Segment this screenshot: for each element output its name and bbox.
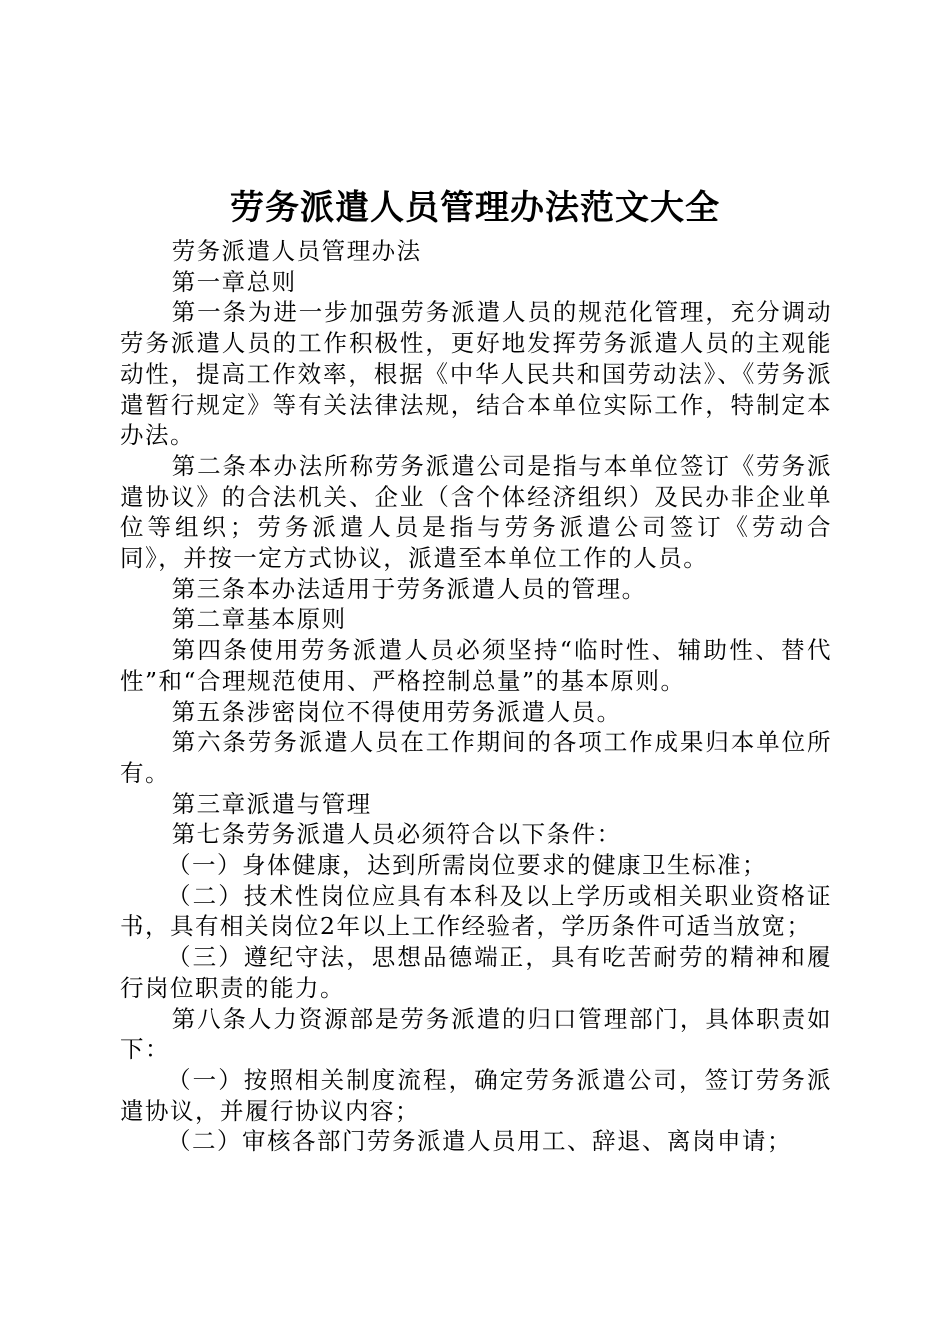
chapter-heading: 第一章总则 <box>171 267 297 296</box>
list-item: （一）身体健康，达到所需岗位要求的健康卫生标准； <box>167 851 767 880</box>
list-item: （二）审核各部门劳务派遣人员用工、辞退、离岗申请； <box>167 1127 792 1156</box>
article-paragraph: 第五条涉密岗位不得使用劳务派遣人员。 <box>171 697 622 726</box>
article-paragraph: 第二条本办法所称劳务派遣公司是指与本单位签订《劳务派遣协议》的合法机关、企业（含个体经济组织）及民办非企业单位等组织；劳务派遣人员是指与劳务派遣公司签订《劳动合同》，并按一定方式协议，派遣至本单位工作的人员。 <box>120 451 832 573</box>
document-body <box>120 236 832 1157</box>
chapter-heading: 第三章派遣与管理 <box>171 789 372 818</box>
article-paragraph: 第八条人力资源部是劳务派遣的归口管理部门，具体职责如下： <box>120 1004 832 1064</box>
document-title: 劳务派遣人员管理办法范文大全 <box>230 188 720 228</box>
list-item: （一）按照相关制度流程，确定劳务派遣公司，签订劳务派遣协议，并履行协议内容； <box>120 1065 832 1125</box>
article-paragraph: 第三条本办法适用于劳务派遣人员的管理。 <box>171 574 647 603</box>
list-item: （三）遵纪守法，思想品德端正，具有吃苦耐劳的精神和履行岗位职责的能力。 <box>120 943 832 1002</box>
article-paragraph: 第四条使用劳务派遣人员必须坚持“临时性、辅助性、替代性”和“合理规范使用、严格控制总量”的基本原则。 <box>120 636 832 695</box>
article-paragraph: 第六条劳务派遣人员在工作期间的各项工作成果归本单位所有。 <box>120 728 832 787</box>
list-item: （二）技术性岗位应具有本科及以上学历或相关职业资格证书，具有相关岗位2年以上工作经验者，学历条件可适当放宽； <box>120 881 832 941</box>
document-subtitle: 劳务派遣人员管理办法 <box>171 237 422 265</box>
article-paragraph: 第七条劳务派遣人员必须符合以下条件： <box>171 820 622 849</box>
article-paragraph: 第一条为进一步加强劳务派遣人员的规范化管理，充分调动劳务派遣人员的工作积极性，更好地发挥劳务派遣人员的主观能动性，提高工作效率，根据《中华人民共和国劳动法》、《劳务派遣暂行规定》等有关法律法规，结合本单位实际工作，特制定本办法。 <box>120 298 832 450</box>
chapter-heading: 第二章基本原则 <box>171 605 347 634</box>
